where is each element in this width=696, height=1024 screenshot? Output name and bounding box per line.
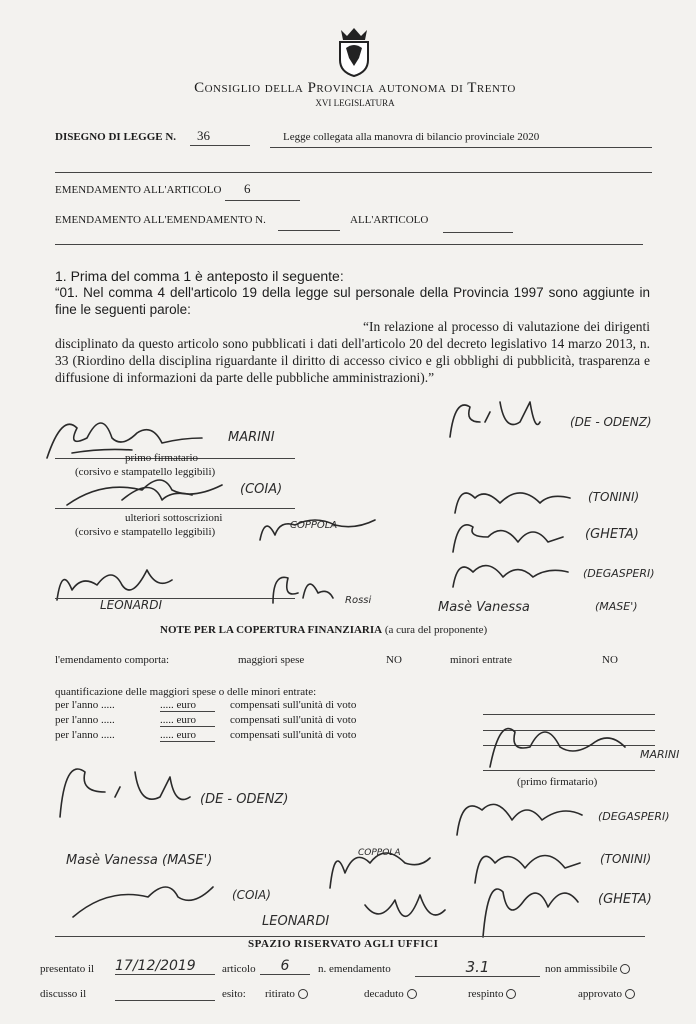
decaduto[interactable] xyxy=(364,988,417,1000)
discusso-label: discusso il xyxy=(40,988,87,1000)
n-emend-label: n. emendamento xyxy=(318,963,391,975)
row-euro: ..... euro xyxy=(160,699,215,712)
lower-mase: Masè Vanessa (MASE') xyxy=(66,853,213,868)
finance-subtitle: (a cura del proponente) xyxy=(384,624,488,636)
ritirato-radio[interactable] xyxy=(298,989,308,999)
finance-row-2 xyxy=(55,714,475,726)
emend-articolo-value: 6 xyxy=(244,181,251,196)
presentato-label: presentato il xyxy=(40,963,95,975)
finance-row-3 xyxy=(55,729,475,741)
approvato-radio[interactable] xyxy=(625,989,635,999)
lower-degodenz: (DE - ODENZ) xyxy=(200,792,289,807)
esito-label: esito: xyxy=(222,988,246,1000)
legislature: XVI LEGISLATURA xyxy=(315,98,395,108)
minori-label: minori entrate xyxy=(450,654,513,666)
ritirato-label: ritirato xyxy=(265,988,295,1000)
non-ammissibile[interactable] xyxy=(545,963,630,975)
hand-coppola: COPPOLA xyxy=(290,520,338,531)
signature-ghetta-2 xyxy=(478,872,598,942)
non-ammissibile-radio[interactable] xyxy=(620,964,630,974)
lower-degasperi: (DEGASPERI) xyxy=(598,810,670,823)
signature-coia xyxy=(62,470,242,510)
quant-label: quantificazione delle maggiori spese o delle minori entrate: xyxy=(55,686,317,698)
lower-coia: (COIA) xyxy=(232,888,271,902)
body-line1: 1. Prima del comma 1 è anteposto il seguente: xyxy=(55,268,344,284)
row-comp: compensati sull'unità di voto xyxy=(230,699,357,711)
hand-mase: (MASE') xyxy=(595,600,638,613)
hand-tonini: (TONINI) xyxy=(588,490,640,504)
disegno-label: DISEGNO DI LEGGE N. xyxy=(55,131,177,143)
body-line3: “In relazione al processo di valutazione dei dirigenti disciplinato da questo articolo sono pubblicati i dati dell'articolo 20 del decreto legislativo 14 marzo 2013, n. 33 (Riordino della disciplina riguardante il diritto di accesso civico e gli obblighi di pubblicità, trasparenza e diffusione di informazioni da parte delle pubbliche amministrazioni).” xyxy=(55,319,650,385)
hand-mase-full: Masè Vanessa xyxy=(438,600,530,615)
respinto-label: respinto xyxy=(468,988,504,1000)
hand-ghetta: (GHETA) xyxy=(585,527,639,542)
disegno-number: 36 xyxy=(197,128,210,143)
finance-row-1 xyxy=(55,699,475,711)
articolo-value: 6 xyxy=(260,958,310,975)
row-euro: ..... euro xyxy=(160,729,215,742)
comporta-label: l'emendamento comporta: xyxy=(55,654,170,666)
body-line2: “01. Nel comma 4 dell'articolo 19 della legge sul personale della Provincia 1997 sono aggiunte in fine le seguenti parole: xyxy=(55,285,650,317)
finance-title xyxy=(160,624,487,636)
approvato-label: approvato xyxy=(578,988,622,1000)
hand-coia: (COIA) xyxy=(240,482,283,497)
presentato-value: 17/12/2019 xyxy=(115,958,215,975)
signature-degasperi xyxy=(448,552,578,592)
decaduto-radio[interactable] xyxy=(407,989,417,999)
articolo-label: articolo xyxy=(222,963,256,975)
signature-ghetta xyxy=(448,512,578,557)
primo-firmatario-label: primo firmatario xyxy=(125,452,199,464)
respinto[interactable] xyxy=(468,988,516,1000)
signature-degodenz xyxy=(445,392,545,442)
row-anno: per l'anno ..... xyxy=(55,729,115,741)
hand-degasperi: (DEGASPERI) xyxy=(583,567,655,580)
ritirato[interactable] xyxy=(265,988,308,1000)
signature-marini-2 xyxy=(485,712,635,772)
n-emend-value: 3.1 xyxy=(415,958,540,977)
hand-degodenz: (DE - ODENZ) xyxy=(570,415,652,429)
hand-leonardi: LEONARDI xyxy=(100,598,163,612)
primo-firmatario-2: (primo firmatario) xyxy=(517,776,598,788)
lower-coppola: COPPOLA xyxy=(358,848,401,858)
no1-label: NO xyxy=(386,654,402,666)
no2-label: NO xyxy=(602,654,618,666)
emend-emend-label: EMENDAMENTO ALL'EMENDAMENTO N. xyxy=(55,214,266,226)
respinto-radio[interactable] xyxy=(506,989,516,999)
signature-degodenz-2 xyxy=(55,752,195,822)
row-comp: compensati sull'unità di voto xyxy=(230,714,357,726)
row-anno: per l'anno ..... xyxy=(55,699,115,711)
lower-leonardi: LEONARDI xyxy=(262,914,330,929)
emend-articolo-label: EMENDAMENTO ALL'ARTICOLO xyxy=(55,184,222,196)
signature-coia-2 xyxy=(68,872,218,922)
row-euro: ..... euro xyxy=(160,714,215,727)
disegno-title: Legge collegata alla manovra di bilancio provinciale 2020 xyxy=(283,131,540,143)
approvato[interactable] xyxy=(578,988,635,1000)
lower-tonini: (TONINI) xyxy=(600,852,652,866)
corsivo-label: (corsivo e stampatello leggibili) xyxy=(75,466,216,478)
non-ammissibile-label: non ammissibile xyxy=(545,963,618,975)
row-anno: per l'anno ..... xyxy=(55,714,115,726)
signature-degasperi-2 xyxy=(452,790,592,840)
ulteriori-label: ulteriori sottoscrizioni xyxy=(125,512,223,524)
all-articolo-label: ALL'ARTICOLO xyxy=(350,214,429,226)
hand-marini-2: MARINI xyxy=(640,748,680,761)
decaduto-label: decaduto xyxy=(364,988,404,1000)
lower-ghetta: (GHETA) xyxy=(598,892,652,907)
council-title: Consiglio della Provincia autonoma di Trento xyxy=(194,80,516,96)
maggiori-label: maggiori spese xyxy=(238,654,305,666)
finance-title-text: NOTE PER LA COPERTURA FINANZIARIA xyxy=(160,624,383,636)
corsivo2-label: (corsivo e stampatello leggibili) xyxy=(75,526,216,538)
row-comp: compensati sull'unità di voto xyxy=(230,729,357,741)
hand-rossi: Rossi xyxy=(345,595,372,606)
office-title: SPAZIO RISERVATO AGLI UFFICI xyxy=(248,938,439,950)
eagle-coat-of-arms-icon xyxy=(337,26,371,78)
hand-marini: MARINI xyxy=(228,430,275,445)
